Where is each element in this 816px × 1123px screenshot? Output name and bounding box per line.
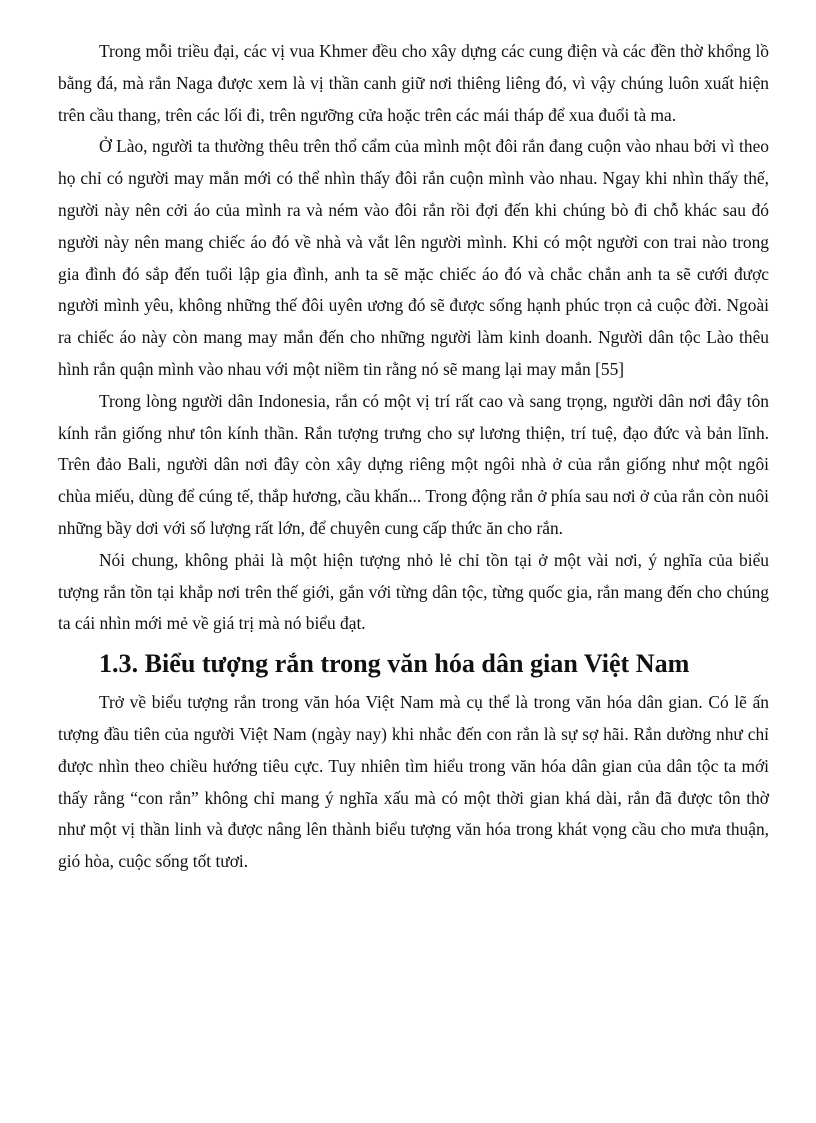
paragraph-vietnam-folk-culture: Trở về biểu tượng rắn trong văn hóa Việt Nam mà cụ thể là trong văn hóa dân gian. Có lẽ ấn tượng đầu tiên của người Việt Nam (ngày nay) khi nhắc đến con rắn là sự sợ hãi. Rắn dường như chỉ được nhìn theo chiều hướng tiêu cực. Tuy nhiên tìm hiểu trong văn hóa dân gian của dân tộc ta mới thấy rằng “con rắn” không chỉ mang ý nghĩa xấu mà có một thời gian khá dài, rắn đã được tôn thờ như một vị thần linh và được nâng lên thành biểu tượng văn hóa trong khát vọng cầu cho mưa thuận, gió hòa, cuộc sống tốt tươi. [58,692,769,872]
document-page [58,36,769,878]
paragraph-laos-snakes: Ở Lào, người ta thường thêu trên thổ cẩm của mình một đôi rắn đang cuộn vào nhau bởi vì theo họ chỉ có người may mắn mới có thể nhìn thấy đôi rắn cuộn mình vào nhau. Ngay khi nhìn thấy thế, người này nên cởi áo của mình ra và ném vào đôi rắn rồi đợi đến khi chúng bò đi chỗ khác sau đó người này nên mang chiếc áo đó về nhà và vắt lên người mình. Khi có một người con trai nào trong gia đình đó sắp đến tuổi lập gia đình, anh ta sẽ mặc chiếc áo đó và chắc chắn anh ta sẽ cưới được người mình yêu, không những thế đôi uyên ương đó sẽ được sống hạnh phúc trọn cả cuộc đời. Ngoài ra chiếc áo này còn mang may mắn đến cho những người làm kinh doanh. Người dân tộc Lào thêu hình rắn quận mình vào nhau với một niềm tin rằng nó sẽ mang lại may mắn [55] [58,136,769,379]
paragraph-summary: Nói chung, không phải là một hiện tượng nhỏ lẻ chỉ tồn tại ở một vài nơi, ý nghĩa của biểu tượng rắn tồn tại khắp nơi trên thế giới, gắn với từng dân tộc, từng quốc gia, rắn mang đến cho chúng ta cái nhìn mới mẻ về giá trị mà nó biểu đạt. [58,549,769,634]
paragraph-indonesia-snakes: Trong lòng người dân Indonesia, rắn có một vị trí rất cao và sang trọng, người dân nơi đây tôn kính rắn giống như tôn kính thần. Rắn tượng trưng cho sự lương thiện, trí tuệ, đạo đức và bản lĩnh. Trên đảo Bali, người dân nơi đây còn xây dựng riêng một ngôi nhà ở của rắn giống như một ngôi chùa miếu, dùng để cúng tế, thắp hương, cầu khấn... Trong động rắn ở phía sau nơi ở của rắn còn nuôi những bầy dơi với số lượng rất lớn, để chuyên cung cấp thức ăn cho rắn. [58,390,769,538]
section-heading: 1.3. Biểu tượng rắn trong văn hóa dân gian Việt Nam [99,649,690,679]
paragraph-khmer-naga: Trong mỗi triều đại, các vị vua Khmer đều cho xây dựng các cung điện và các đền thờ khổng lồ bằng đá, mà rắn Naga được xem là vị thần canh giữ nơi thiêng liêng đó, vì vậy chúng luôn xuất hiện trên cầu thang, trên các lối đi, trên ngưỡng cửa hoặc trên các mái tháp để xua đuổi tà ma. [58,41,769,125]
